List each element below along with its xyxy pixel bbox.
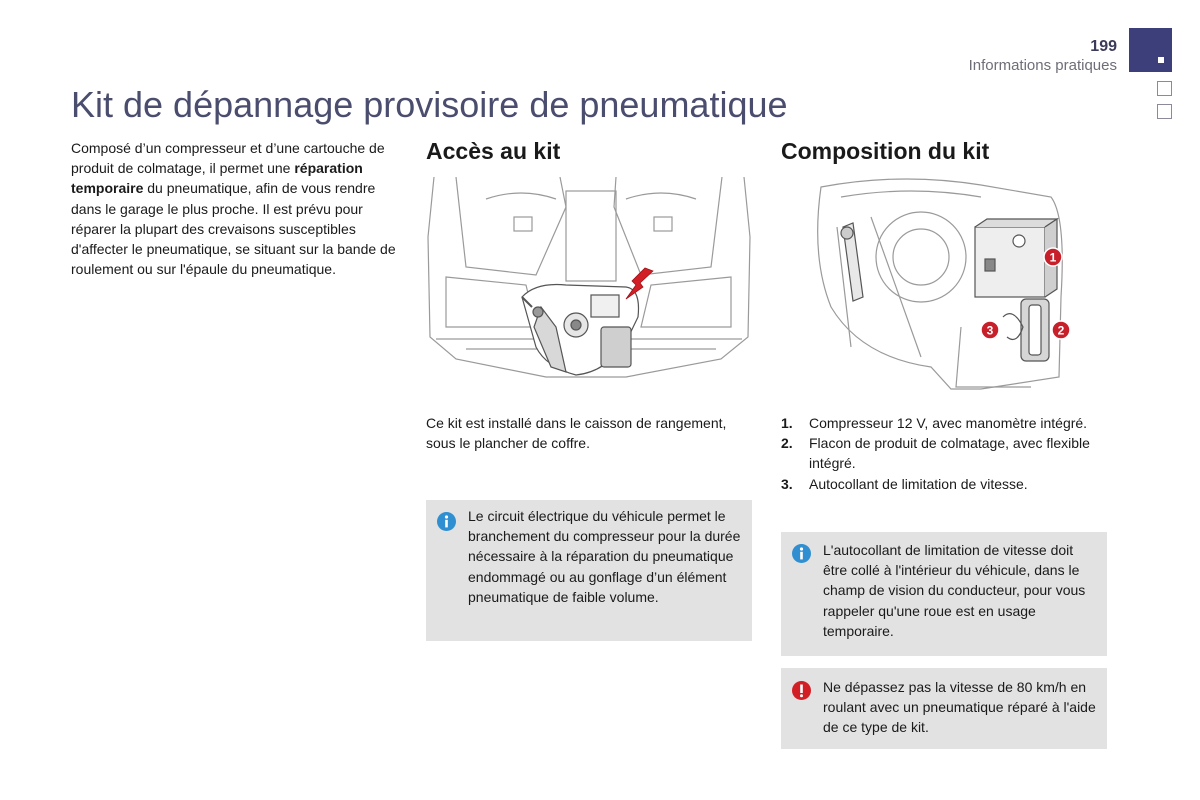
chapter-tab-active	[1129, 28, 1172, 72]
kit-illustration	[781, 177, 1107, 395]
composition-list	[781, 413, 1101, 494]
callout-1-label: 1	[1049, 250, 1057, 265]
intro-bold: réparation temporaire	[71, 160, 363, 197]
section-title: Informations pratiques	[968, 57, 1117, 74]
info-icon	[792, 544, 811, 563]
warning-icon	[792, 681, 811, 700]
warning-text: Ne dépassez pas la vitesse de 80 km/h en roulant avec un pneumatique réparé à l'aide de ce type de kit.	[823, 679, 1096, 736]
list-item: 2. Flacon de produit de colmatage, avec flexible intégré.	[781, 435, 1090, 472]
list-item: 1. Compresseur 12 V, avec manomètre intégré.	[781, 415, 1088, 431]
access-info-text: Le circuit électrique du véhicule permet le branchement du compresseur pour la durée nécessaire à la réparation du pneumatique endommagé ou au gonflage d’un élément pneumatique de faible volume.	[468, 508, 741, 605]
warning-box	[781, 668, 1107, 749]
intro-paragraph: Composé d’un compresseur et d’une cartouche de produit de colmatage, il permet une réparation temporaire du pneumatique, afin de vous rendre dans le garage le plus proche. Il est prévu pour réparer la plupart des crevaisons susceptibles d'affecter le pneumatique, se situant sur la bande de roulement ou sur l'épaule du pneumatique.	[71, 140, 396, 278]
access-heading: Accès au kit	[426, 138, 561, 164]
callout-3	[981, 321, 999, 339]
composition-heading: Composition du kit	[781, 138, 990, 164]
trunk-illustration	[426, 177, 752, 395]
page-title: Kit de dépannage provisoire de pneumatique	[71, 84, 788, 125]
info-icon	[437, 512, 456, 531]
callout-3-label: 3	[986, 323, 994, 338]
access-info-box	[426, 500, 752, 641]
composition-info-text: L'autocollant de limitation de vitesse doit être collé à l'intérieur du véhicule, dans le champ de vision du conducteur, pour vous rappeler qu'une roue est en usage temporaire.	[823, 542, 1086, 639]
composition-info-box	[781, 532, 1107, 656]
callout-1	[1044, 248, 1062, 266]
access-text: Ce kit est installé dans le caisson de rangement, sous le plancher de coffre.	[426, 415, 727, 452]
page-number: 199	[1090, 38, 1117, 55]
callout-2-label: 2	[1057, 323, 1065, 338]
list-item: 3. Autocollant de limitation de vitesse.	[781, 475, 1028, 492]
chapter-tab	[1157, 104, 1172, 119]
callout-2	[1052, 321, 1070, 339]
chapter-tab	[1157, 81, 1172, 96]
